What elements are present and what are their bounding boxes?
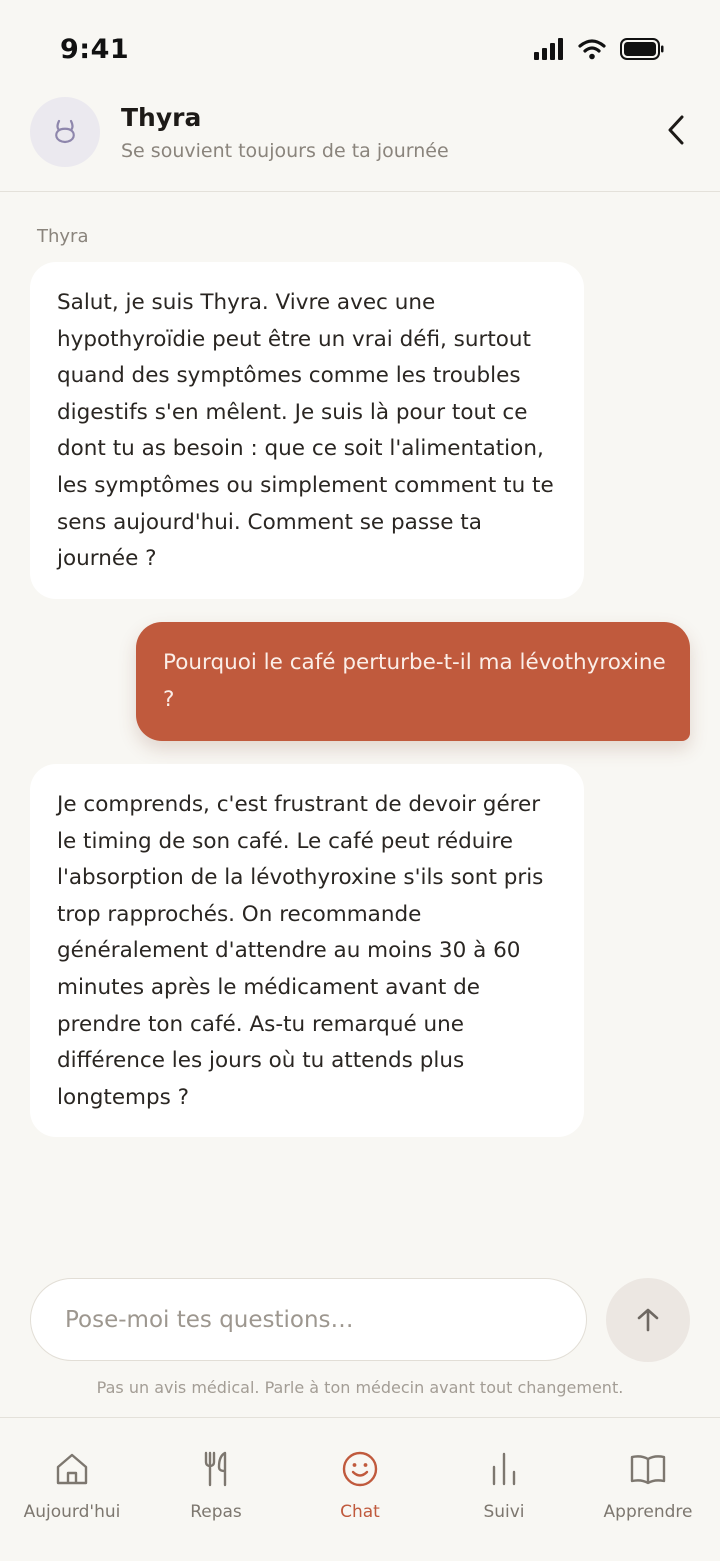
assistant-message: Je comprends, c'est frustrant de devoir gérer le timing de son café. Le café peut réduire l'absorption de la lévothyroxine s'ils sont pris trop rapprochés. On recommande généralement d'attendre au moins 30 à 60 minutes après le médicament avant de prendre ton café. As-tu remarqué une différence les jours où tu attends plus longtemps ?	[30, 764, 584, 1137]
status-icons	[534, 38, 664, 60]
message-input[interactable]	[31, 1279, 586, 1360]
status-time: 9:41	[60, 34, 130, 65]
status-bar	[0, 0, 720, 96]
fork-knife-icon	[197, 1450, 235, 1488]
smile-icon	[341, 1450, 379, 1488]
home-icon	[53, 1450, 91, 1488]
assistant-message: Salut, je suis Thyra. Vivre avec une hypothyroïdie peut être un vrai défi, surtout quand des symptômes comme les troubles digestifs s'en mêlent. Je suis là pour tout ce dont tu as besoin : que ce soit l'alimentation, les symptômes ou simplement comment tu te sens aujourd'hui. Comment se passe ta journée ?	[30, 262, 584, 599]
user-message: Pourquoi le café perturbe-t-il ma lévothyroxine ?	[136, 622, 690, 741]
bunny-icon	[50, 117, 80, 147]
cellular-signal-icon	[534, 38, 564, 60]
tab-label: Chat	[340, 1502, 380, 1522]
battery-icon	[620, 38, 664, 60]
page-title: Thyra	[121, 103, 202, 132]
tab-label: Suivi	[483, 1502, 525, 1522]
send-button[interactable]	[606, 1278, 690, 1362]
back-button[interactable]	[656, 110, 696, 150]
tab-label: Repas	[190, 1502, 242, 1522]
book-icon	[629, 1450, 667, 1488]
bar-chart-icon	[485, 1450, 523, 1488]
tab-label: Apprendre	[603, 1502, 693, 1522]
tab-tracking[interactable]	[432, 1434, 576, 1524]
message-composer	[30, 1278, 587, 1361]
arrow-up-icon	[636, 1307, 660, 1333]
tab-bar	[0, 1417, 720, 1561]
tab-meals[interactable]	[144, 1434, 288, 1524]
page-subtitle: Se souvient toujours de ta journée	[121, 140, 449, 162]
tab-today[interactable]	[0, 1434, 144, 1524]
avatar	[30, 97, 100, 167]
chevron-left-icon	[665, 114, 687, 146]
chat-header	[0, 96, 720, 192]
tab-chat[interactable]	[288, 1434, 432, 1524]
tab-learn[interactable]	[576, 1434, 720, 1524]
wifi-icon	[578, 38, 606, 60]
tab-label: Aujourd'hui	[23, 1502, 121, 1522]
disclaimer: Pas un avis médical. Parle à ton médecin avant tout changement.	[96, 1378, 624, 1397]
sender-label: Thyra	[37, 226, 89, 247]
